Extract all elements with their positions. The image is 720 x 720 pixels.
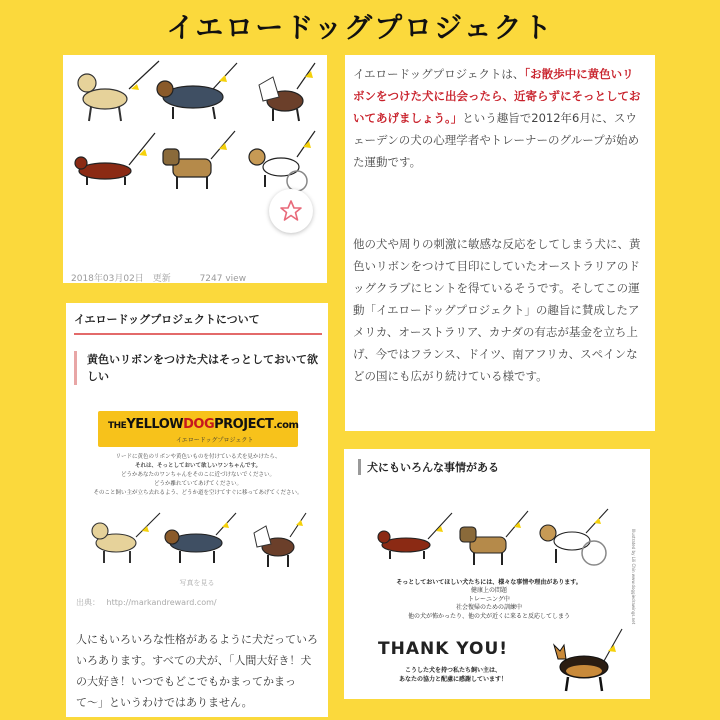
dogs-illustration-row [372, 509, 622, 569]
description-card [345, 55, 655, 431]
thank-you-heading: THANK YOU! [378, 639, 509, 659]
reasons-card [344, 449, 650, 699]
sub-title: 黄色いリボンをつけた犬はそっとしておいて欲しい [74, 351, 320, 385]
intro-highlight: 「お散歩中に黄色いリボンをつけた犬に出会ったら、近寄らずにそっとしておいてあげましょう。」 [353, 67, 641, 125]
logo-yellow: YELLOW [126, 417, 184, 432]
reasons-intro: そっとしておいてほしい犬たちには、様々な事情や理由があります。 [396, 579, 582, 586]
note-line: どうかあなたのワンちゃんをそのこに近づけないでください。 [120, 472, 275, 478]
personality-paragraph: 人にもいろいろな性格があるように犬だっていろいろあります。すべての犬が、「人間大好き！犬の大好き！いつでもどこでもかまってかまって〜」というわけではありません。 [76, 633, 318, 709]
reasons-list [344, 587, 634, 621]
note-line: そのこと飼い主が立ち去れるよう、どうか道を空けてすぐに移ってあげてください。 [93, 490, 303, 496]
dogs-illustration [69, 59, 321, 207]
view-photo-link[interactable]: 写真を見る [179, 579, 215, 587]
yellow-dog-project-logo [98, 411, 298, 447]
thank-you-message [378, 667, 528, 684]
updated-label: 更新 [152, 274, 171, 283]
dog-terrier [163, 131, 235, 189]
logo-subtitle: イエロードッグプロジェクト [176, 437, 254, 444]
reason-item: トレーニング中 [468, 595, 510, 603]
favorite-button[interactable] [269, 189, 313, 233]
reason-item: 健康上の問題 [470, 587, 507, 594]
article-date: 2018年03月02日 [71, 274, 144, 283]
about-card [66, 303, 328, 717]
note-line: リードに黄色のリボンや黄色いものを付けている犬を見かけたら、 [115, 454, 281, 460]
source-line [76, 597, 217, 608]
logo-com: .com [273, 420, 299, 431]
intro-start: イエロードッグプロジェクトは、 [353, 67, 525, 81]
section-title: 犬にもいろんな事情がある [358, 459, 499, 475]
view-unit: view [225, 274, 247, 283]
german-shepherd-illustration [544, 629, 624, 693]
dog-labrador [78, 61, 159, 121]
dogs-illustration-row [86, 513, 306, 573]
intro-paragraph [353, 63, 645, 173]
thank-line: あなたの協力と配慮に感謝しています！ [398, 675, 507, 683]
article-card[interactable] [63, 55, 327, 283]
article-meta [71, 271, 311, 283]
source-label: 出典： [76, 598, 100, 607]
note-line: どうか離れていてあげてください。 [153, 481, 242, 487]
section-title: イエロードッグプロジェクトについて [74, 311, 322, 335]
reason-item: 社会復帰のための訓練中 [455, 604, 522, 611]
dog-red-dachshund [75, 133, 155, 185]
logo-the: THE [108, 421, 127, 431]
source-link[interactable]: http://markandreward.com/ [106, 598, 217, 607]
history-paragraph: 他の犬や周りの刺激に敏感な反応をしてしまう犬に、黄色いリボンをつけて目印にしていたオーストラリアのドッグクラブにヒントを得ているそうです。そしてこの運動「イエロードッグプロジェクト」の趣旨に賛成したアメリカ、オーストラリア、カナダの有志が基金を立ち上げ、今ではフランス、ドイツ、南アフリカ、スペインなどの国にも広がり続けている様です。 [353, 237, 641, 383]
logo-dog: DOG [183, 417, 215, 432]
logo-text [108, 417, 298, 432]
dog-wheelchair [249, 131, 315, 191]
page-title: イエロードッグプロジェクト [166, 11, 554, 44]
note-line: それは、そっとしておいて欲しいワンちゃんです。 [134, 463, 262, 469]
notes-list [88, 453, 308, 498]
view-count: 7247 [199, 274, 223, 283]
star-icon [269, 189, 313, 233]
logo-project: PROJECT [214, 417, 274, 432]
reason-item: 他の犬が怖かったり、他の犬が近くに来ると反応してしまう [407, 612, 570, 620]
dog-dachshund-sweater [157, 63, 237, 119]
intro-end: という趣旨で2012年6月に、スウェーデンの犬の心理学者やトレーナーのグループが始めた運動です。 [353, 111, 640, 169]
illustration-credit: Illustrated by Lili Chin www.doggiedrawings.net [631, 529, 636, 625]
thank-line: こうした犬を持つ私たち飼い主は、 [404, 667, 501, 674]
dog-cone [259, 63, 315, 121]
